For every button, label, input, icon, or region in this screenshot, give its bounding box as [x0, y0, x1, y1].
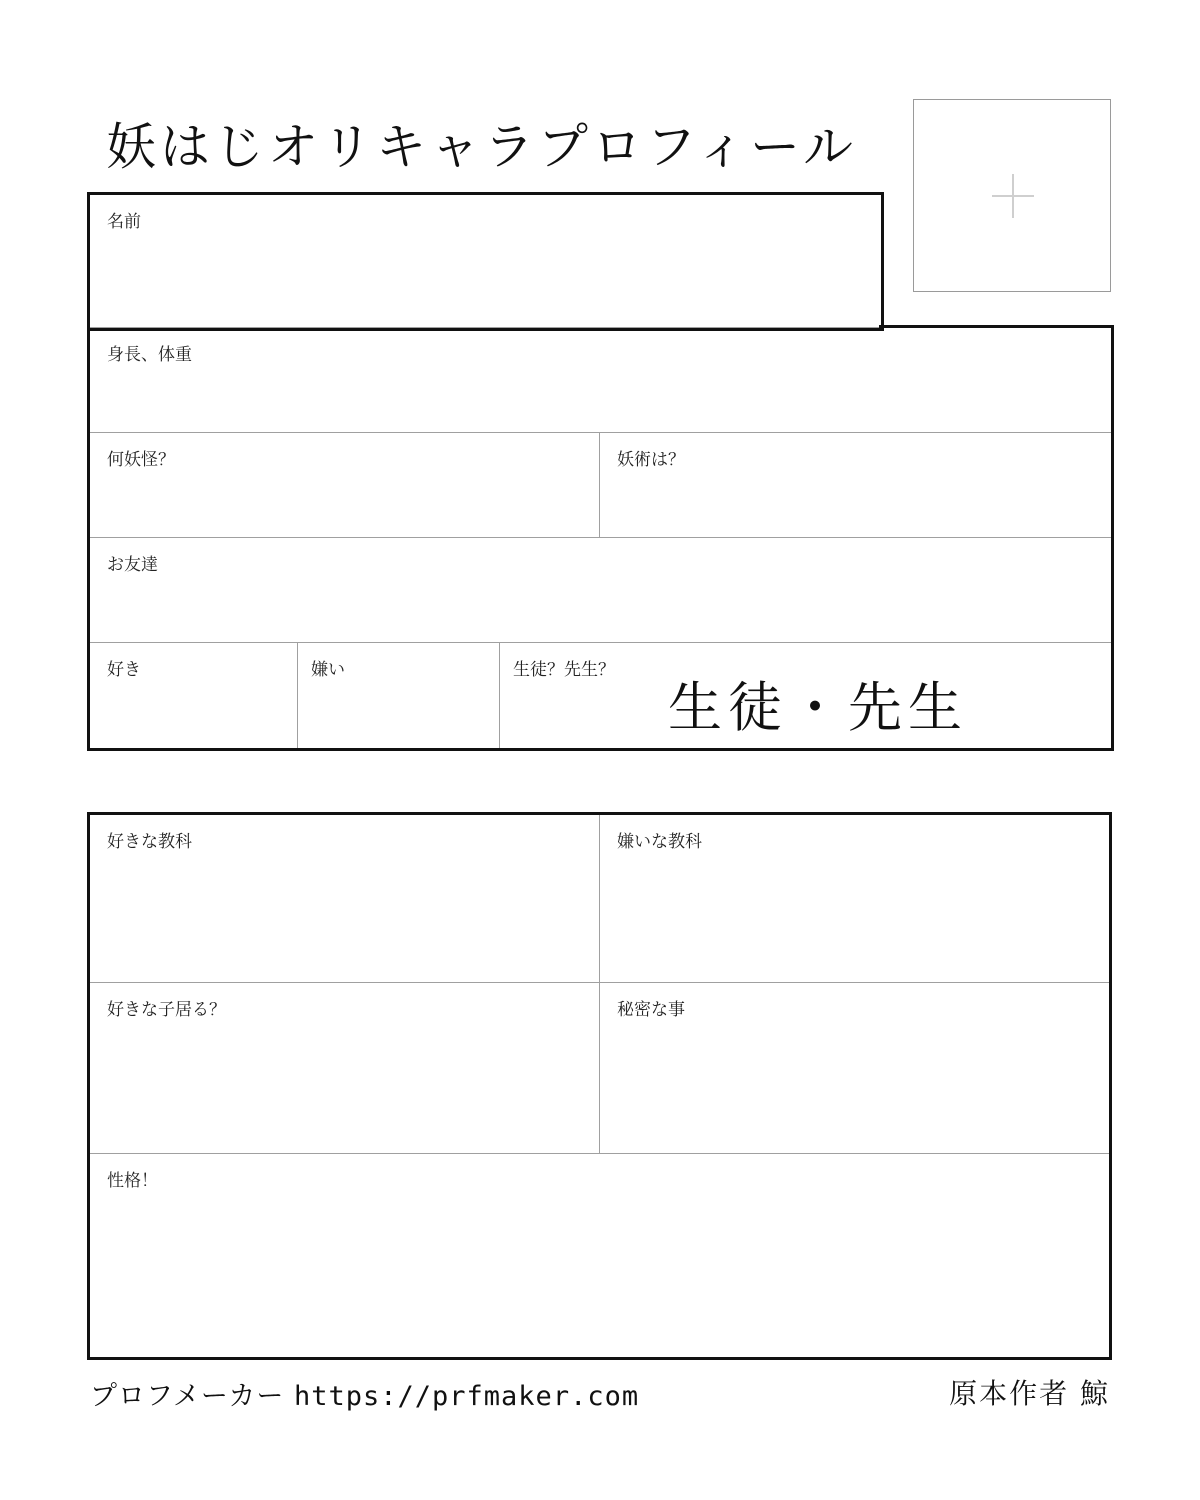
height-weight-label: 身長、体重: [107, 345, 192, 365]
personality-field[interactable]: [89, 1153, 1110, 1358]
youkai-type-label: 何妖怪？: [107, 450, 175, 470]
section1-step-line: [879, 325, 1114, 328]
original-author: 原本作者 鯨: [949, 1377, 1110, 1410]
maker-url-link[interactable]: https://prfmaker.com: [293, 1381, 640, 1412]
friends-label: お友達: [107, 555, 158, 575]
page-title: 妖はじオリキャラプロフィール: [106, 118, 857, 176]
crush-label: 好きな子居る？: [107, 1000, 226, 1020]
height-weight-field[interactable]: [89, 327, 1112, 434]
maker-name: プロフメーカー: [90, 1381, 285, 1412]
footer-credit: [90, 1374, 639, 1413]
crush-field[interactable]: [89, 982, 601, 1155]
dislikes-field[interactable]: [297, 642, 501, 749]
youjutsu-field[interactable]: [599, 432, 1112, 539]
student-teacher-options[interactable]: 生徒・先生: [668, 676, 968, 739]
likes-field[interactable]: [89, 642, 299, 749]
friends-field[interactable]: [89, 537, 1112, 644]
secret-label: 秘密な事: [617, 1000, 685, 1020]
name-label: 名前: [107, 212, 141, 232]
secret-field[interactable]: [599, 982, 1110, 1155]
likes-label: 好き: [107, 660, 141, 680]
favorite-subject-field[interactable]: [89, 814, 601, 984]
student-teacher-label: 生徒？先生？: [513, 660, 615, 680]
favorite-subject-label: 好きな教科: [107, 832, 192, 852]
disliked-subject-label: 嫌いな教科: [617, 832, 702, 852]
name-field[interactable]: [89, 194, 882, 329]
youjutsu-label: 妖術は？: [617, 450, 685, 470]
personality-label: 性格！: [107, 1171, 158, 1191]
dislikes-label: 嫌い: [311, 660, 345, 680]
youkai-type-field[interactable]: [89, 432, 601, 539]
disliked-subject-field[interactable]: [599, 814, 1110, 984]
plus-icon-vertical: [1012, 174, 1014, 218]
